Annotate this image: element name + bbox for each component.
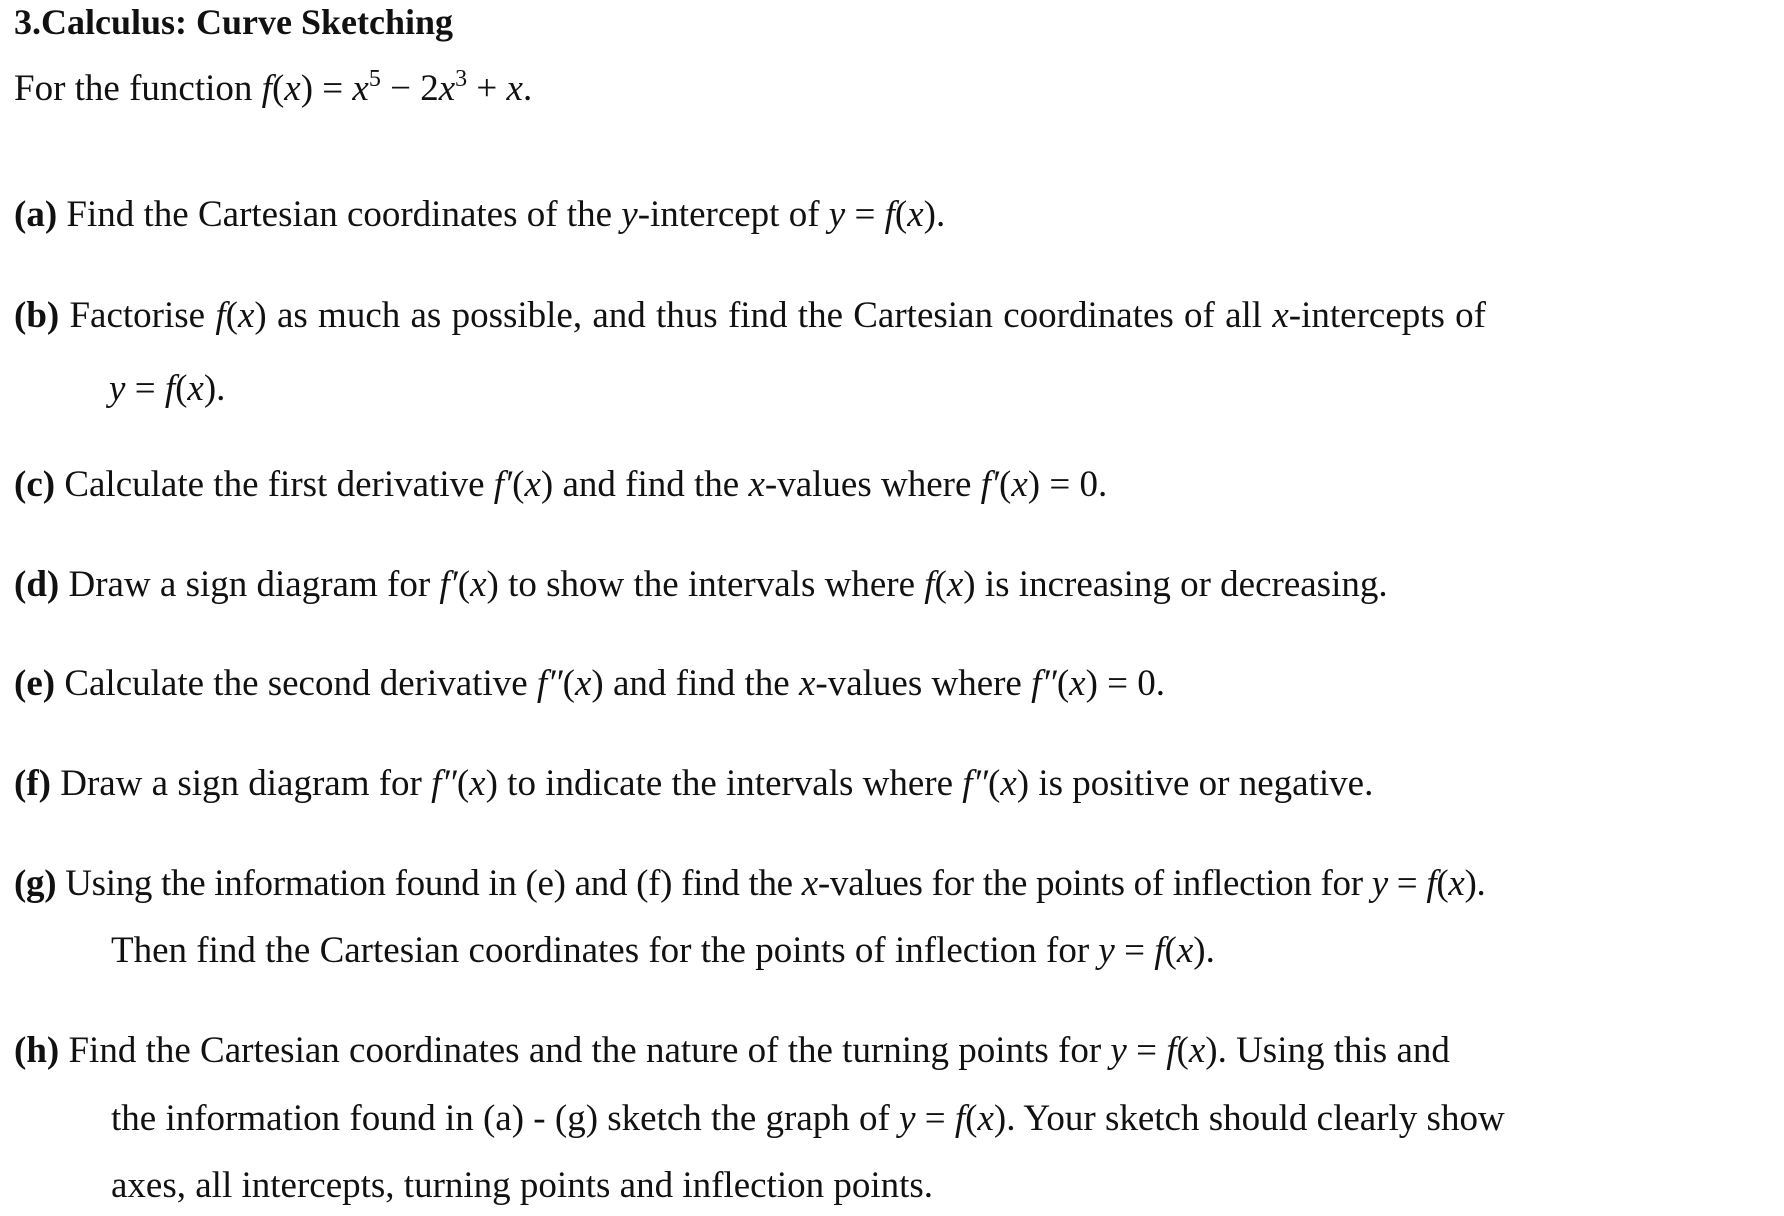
- question-d: [14, 563, 1388, 607]
- math-symbol: x: [284, 68, 301, 109]
- text-run: -intercept of: [637, 194, 829, 235]
- text-run: (: [562, 663, 575, 704]
- math-symbol: x: [470, 564, 487, 605]
- math-symbol: f: [954, 1098, 966, 1139]
- math-symbol: x: [438, 68, 456, 109]
- math-symbol: x: [1188, 1030, 1206, 1071]
- text-run: − 2: [380, 68, 439, 109]
- text-run: (: [1176, 1030, 1189, 1071]
- part-label: (b): [14, 295, 60, 336]
- text-run: (: [457, 564, 471, 605]
- math-symbol: x: [748, 464, 765, 505]
- math-symbol: x: [1272, 295, 1289, 336]
- text-run: ) is increasing or decreasing.: [963, 564, 1388, 605]
- math-symbol: x: [946, 564, 964, 605]
- text-run: (: [175, 368, 188, 409]
- text-run: -values where: [764, 464, 981, 505]
- math-symbol: f″: [1031, 663, 1057, 704]
- part-label: (h): [14, 1030, 60, 1071]
- math-symbol: y: [1098, 930, 1115, 971]
- math-symbol: x: [1069, 663, 1086, 704]
- math-symbol: x: [574, 663, 592, 704]
- question-e: [14, 662, 1165, 706]
- question-a: [14, 193, 945, 237]
- text-run: .: [522, 68, 533, 109]
- text-run: -values where: [815, 663, 1032, 704]
- question-b-cont: [109, 367, 225, 411]
- text-run: ).: [1464, 863, 1486, 904]
- text-run: Calculate the first derivative: [55, 464, 494, 505]
- math-symbol: f′: [493, 464, 513, 505]
- text-run: =: [125, 368, 165, 409]
- math-symbol: f′: [439, 564, 458, 605]
- text-run: ). Your sketch should clearly show: [993, 1098, 1505, 1139]
- math-symbol: x: [237, 295, 255, 336]
- part-label: (g): [14, 863, 57, 904]
- question-b: [14, 294, 1486, 338]
- text-run: ) and find the: [591, 663, 799, 704]
- text-run: (: [934, 564, 947, 605]
- text-run: +: [467, 68, 507, 109]
- math-symbol: x: [1000, 763, 1017, 804]
- text-run: ). Using this and: [1205, 1030, 1450, 1071]
- math-symbol: x: [352, 68, 369, 109]
- question-g: [14, 862, 1485, 906]
- text-run: Then find the Cartesian coordinates for the points of inflection for: [111, 930, 1099, 971]
- math-symbol: y: [621, 194, 638, 235]
- math-symbol: f″: [962, 763, 988, 804]
- text-run: ) as much as possible, and thus find the Cartesian coordinates of all: [254, 295, 1273, 336]
- text-run: Using the information found in (e) and (f) find the: [56, 863, 802, 904]
- text-run: Find the Cartesian coordinates and the nature of the turning points for: [59, 1030, 1111, 1071]
- text-run: Draw a sign diagram for: [50, 763, 432, 804]
- text-run: (: [988, 763, 1001, 804]
- text-run: (: [999, 464, 1012, 505]
- text-run: -values for the points of inflection for: [817, 863, 1372, 904]
- question-h-cont-2: [111, 1164, 933, 1208]
- text-run: =: [1126, 1030, 1167, 1071]
- text-run: =: [1387, 863, 1427, 904]
- math-symbol: y: [1371, 863, 1388, 904]
- text-run: Draw a sign diagram for: [59, 564, 440, 605]
- math-symbol: f: [215, 295, 226, 336]
- worksheet-title: [14, 0, 453, 44]
- text-run: the information found in (a) - (g) sketch the graph of: [111, 1098, 900, 1139]
- math-symbol: x: [1176, 930, 1194, 971]
- text-run: (: [1436, 863, 1449, 904]
- text-run: ) = 0.: [1027, 464, 1108, 505]
- question-c: [14, 463, 1107, 507]
- text-run: ) is positive or negative.: [1016, 763, 1374, 804]
- text-run: ).: [1193, 930, 1215, 971]
- math-symbol: x: [801, 863, 818, 904]
- function-definition: [14, 67, 532, 111]
- text-run: =: [845, 194, 885, 235]
- text-run: (: [894, 194, 908, 235]
- math-exponent: 5: [368, 66, 381, 92]
- text-run: (: [1056, 663, 1070, 704]
- text-run: ) to show the intervals where: [486, 564, 925, 605]
- text-run: ) to indicate the intervals where: [485, 763, 963, 804]
- text-run: (: [965, 1098, 978, 1139]
- math-symbol: x: [1448, 863, 1465, 904]
- text-run: (: [1164, 930, 1177, 971]
- text-run: ).: [923, 194, 946, 235]
- text-run: ) =: [300, 68, 353, 109]
- part-label: (e): [14, 663, 56, 704]
- math-symbol: x: [977, 1098, 994, 1139]
- math-symbol: f: [261, 68, 272, 109]
- text-run: Calculate the second derivative: [55, 663, 537, 704]
- text-run: -intercepts of: [1288, 295, 1487, 336]
- text-run: (: [225, 295, 238, 336]
- math-symbol: x: [506, 68, 523, 109]
- math-symbol: x: [524, 464, 541, 505]
- math-symbol: y: [109, 368, 126, 409]
- text-run: For the function: [14, 68, 262, 109]
- text-run: ) and find the: [540, 464, 749, 505]
- math-symbol: x: [469, 763, 486, 804]
- text-run: ).: [203, 368, 226, 409]
- math-symbol: f: [164, 368, 176, 409]
- math-symbol: x: [187, 368, 204, 409]
- text-run: (: [456, 763, 470, 804]
- math-symbol: x: [798, 663, 816, 704]
- part-label: (f): [14, 763, 51, 804]
- math-symbol: f′: [980, 464, 1000, 505]
- part-label: (a): [14, 194, 58, 235]
- text-run: =: [915, 1098, 955, 1139]
- text-run: =: [1114, 930, 1155, 971]
- question-h: [14, 1029, 1450, 1073]
- math-symbol: f: [1426, 863, 1437, 904]
- math-symbol: x: [1011, 464, 1028, 505]
- math-symbol: f: [1154, 930, 1165, 971]
- text-run: Factorise: [59, 295, 216, 336]
- part-label: 3.Calculus: Curve Sketching: [14, 2, 454, 42]
- math-symbol: f: [884, 194, 895, 235]
- text-run: axes, all intercepts, turning points and inflection points.: [111, 1165, 934, 1206]
- math-symbol: f″: [431, 763, 457, 804]
- math-symbol: x: [907, 194, 924, 235]
- question-f: [14, 762, 1373, 806]
- question-h-cont: [111, 1097, 1505, 1141]
- math-symbol: f: [924, 564, 935, 605]
- part-label: (c): [14, 464, 56, 505]
- question-g-cont: [111, 929, 1215, 973]
- math-symbol: y: [828, 194, 846, 235]
- math-symbol: f″: [536, 663, 563, 704]
- text-run: (: [271, 68, 285, 109]
- text-run: Find the Cartesian coordinates of the: [57, 194, 622, 235]
- math-exponent: 3: [455, 66, 468, 92]
- math-symbol: y: [1110, 1030, 1127, 1071]
- part-label: (d): [14, 564, 60, 605]
- text-run: (: [512, 464, 525, 505]
- math-symbol: y: [899, 1098, 916, 1139]
- math-symbol: f: [1166, 1030, 1177, 1071]
- text-run: ) = 0.: [1085, 663, 1166, 704]
